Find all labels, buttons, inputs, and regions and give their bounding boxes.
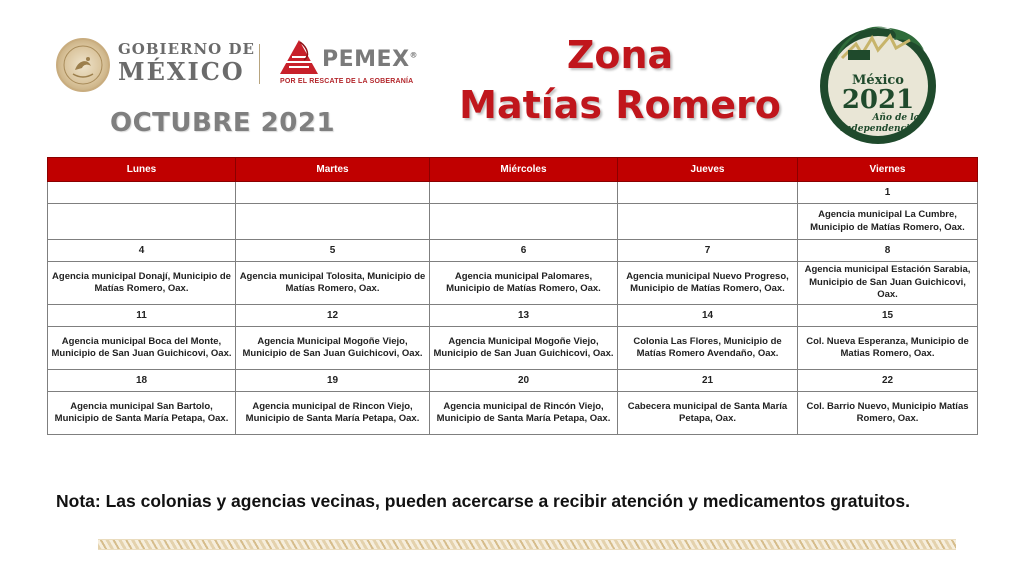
day-number: 7 — [618, 240, 798, 262]
location-cell: Agencia municipal Boca del Monte, Municipio de San Juan Guichicovi, Oax. — [48, 327, 236, 370]
day-number-row — [48, 240, 978, 262]
location-row — [48, 262, 978, 305]
location-cell: Cabecera municipal de Santa María Petapa, Oax. — [618, 392, 798, 435]
pemex-word-text: PEMEX — [322, 47, 410, 72]
location-cell: Agencia municipal Estación Sarabia, Municipio de San Juan Guichicovi, Oax. — [798, 262, 978, 305]
decorative-ribbon — [98, 539, 956, 550]
footer-note: Nota: Las colonias y agencias vecinas, pueden acercarse a recibir atención y medicamentos gratuitos. — [56, 491, 910, 511]
zone-title-line1: Zona — [566, 33, 674, 77]
emblem-line4: Independencia — [840, 124, 916, 134]
location-row — [48, 327, 978, 370]
day-number: 22 — [798, 370, 978, 392]
day-number: 20 — [430, 370, 618, 392]
day-number-row — [48, 305, 978, 327]
day-number: 11 — [48, 305, 236, 327]
coat-of-arms-seal-icon — [56, 38, 110, 92]
day-number: 5 — [236, 240, 430, 262]
day-number: 13 — [430, 305, 618, 327]
day-header: Miércoles — [430, 158, 618, 182]
day-number: 18 — [48, 370, 236, 392]
pemex-eagle-icon — [278, 38, 320, 76]
location-cell — [236, 204, 430, 240]
location-cell: Col. Nueva Esperanza, Municipio de Matias Romero, Oax. — [798, 327, 978, 370]
location-row — [48, 392, 978, 435]
location-cell: Agencia municipal de Rincón Viejo, Municipio de Santa María Petapa, Oax. — [430, 392, 618, 435]
day-number: 15 — [798, 305, 978, 327]
day-number — [236, 182, 430, 204]
location-cell: Agencia municipal de Rincon Viejo, Municipio de Santa María Petapa, Oax. — [236, 392, 430, 435]
location-cell: Agencia municipal Tolosita, Municipio de Matías Romero, Oax. — [236, 262, 430, 305]
emblem-line1: México — [852, 73, 904, 88]
calendar-table — [47, 157, 978, 435]
location-cell: Agencia municipal San Bartolo, Municipio de Santa María Petapa, Oax. — [48, 392, 236, 435]
calendar-header-row — [48, 158, 978, 182]
location-cell: Agencia municipal Nuevo Progreso, Municipio de Matías Romero, Oax. — [618, 262, 798, 305]
day-header: Martes — [236, 158, 430, 182]
day-number-row — [48, 182, 978, 204]
day-number: 14 — [618, 305, 798, 327]
location-cell: Agencia Municipal Mogoñe Viejo, Municipio de San Juan Guichicovi, Oax. — [236, 327, 430, 370]
month-label: OCTUBRE 2021 — [110, 108, 336, 138]
emblem-line2: 2021 — [841, 85, 915, 115]
gobierno-de-mexico-logo — [118, 42, 255, 84]
gob-line2: MÉXICO — [118, 57, 245, 86]
day-number: 4 — [48, 240, 236, 262]
location-cell: Agencia municipal Palomares, Municipio de Matías Romero, Oax. — [430, 262, 618, 305]
location-cell: Colonia Las Flores, Municipio de Matías Romero Avendaño, Oax. — [618, 327, 798, 370]
location-cell — [618, 204, 798, 240]
emblem-line3: Año de la — [872, 113, 920, 123]
day-number: 21 — [618, 370, 798, 392]
registered-mark: ® — [409, 50, 419, 60]
logo-divider — [259, 44, 260, 84]
pemex-wordmark — [322, 47, 418, 72]
day-header: Viernes — [798, 158, 978, 182]
location-row — [48, 204, 978, 240]
day-number: 1 — [798, 182, 978, 204]
day-number: 12 — [236, 305, 430, 327]
day-number: 8 — [798, 240, 978, 262]
location-cell: Agencia Municipal Mogoñe Viejo, Municipio de San Juan Guichicovi, Oax. — [430, 327, 618, 370]
day-header: Lunes — [48, 158, 236, 182]
page-header — [0, 0, 1024, 156]
day-number — [430, 182, 618, 204]
day-number: 6 — [430, 240, 618, 262]
day-number: 19 — [236, 370, 430, 392]
day-number — [618, 182, 798, 204]
location-cell — [48, 204, 236, 240]
location-cell: Agencia municipal La Cumbre, Municipio de Matías Romero, Oax. — [798, 204, 978, 240]
location-cell: Col. Barrio Nuevo, Municipio Matías Romero, Oax. — [798, 392, 978, 435]
pemex-tagline: POR EL RESCATE DE LA SOBERANÍA — [280, 78, 414, 85]
day-number — [48, 182, 236, 204]
gob-line1: GOBIERNO DE — [118, 40, 255, 58]
zone-title-line2: Matías Romero — [459, 83, 781, 127]
day-number-row — [48, 370, 978, 392]
location-cell: Agencia municipal Donají, Municipio de Matías Romero, Oax. — [48, 262, 236, 305]
day-header: Jueves — [618, 158, 798, 182]
location-cell — [430, 204, 618, 240]
mexico-2021-emblem-icon — [812, 14, 942, 148]
